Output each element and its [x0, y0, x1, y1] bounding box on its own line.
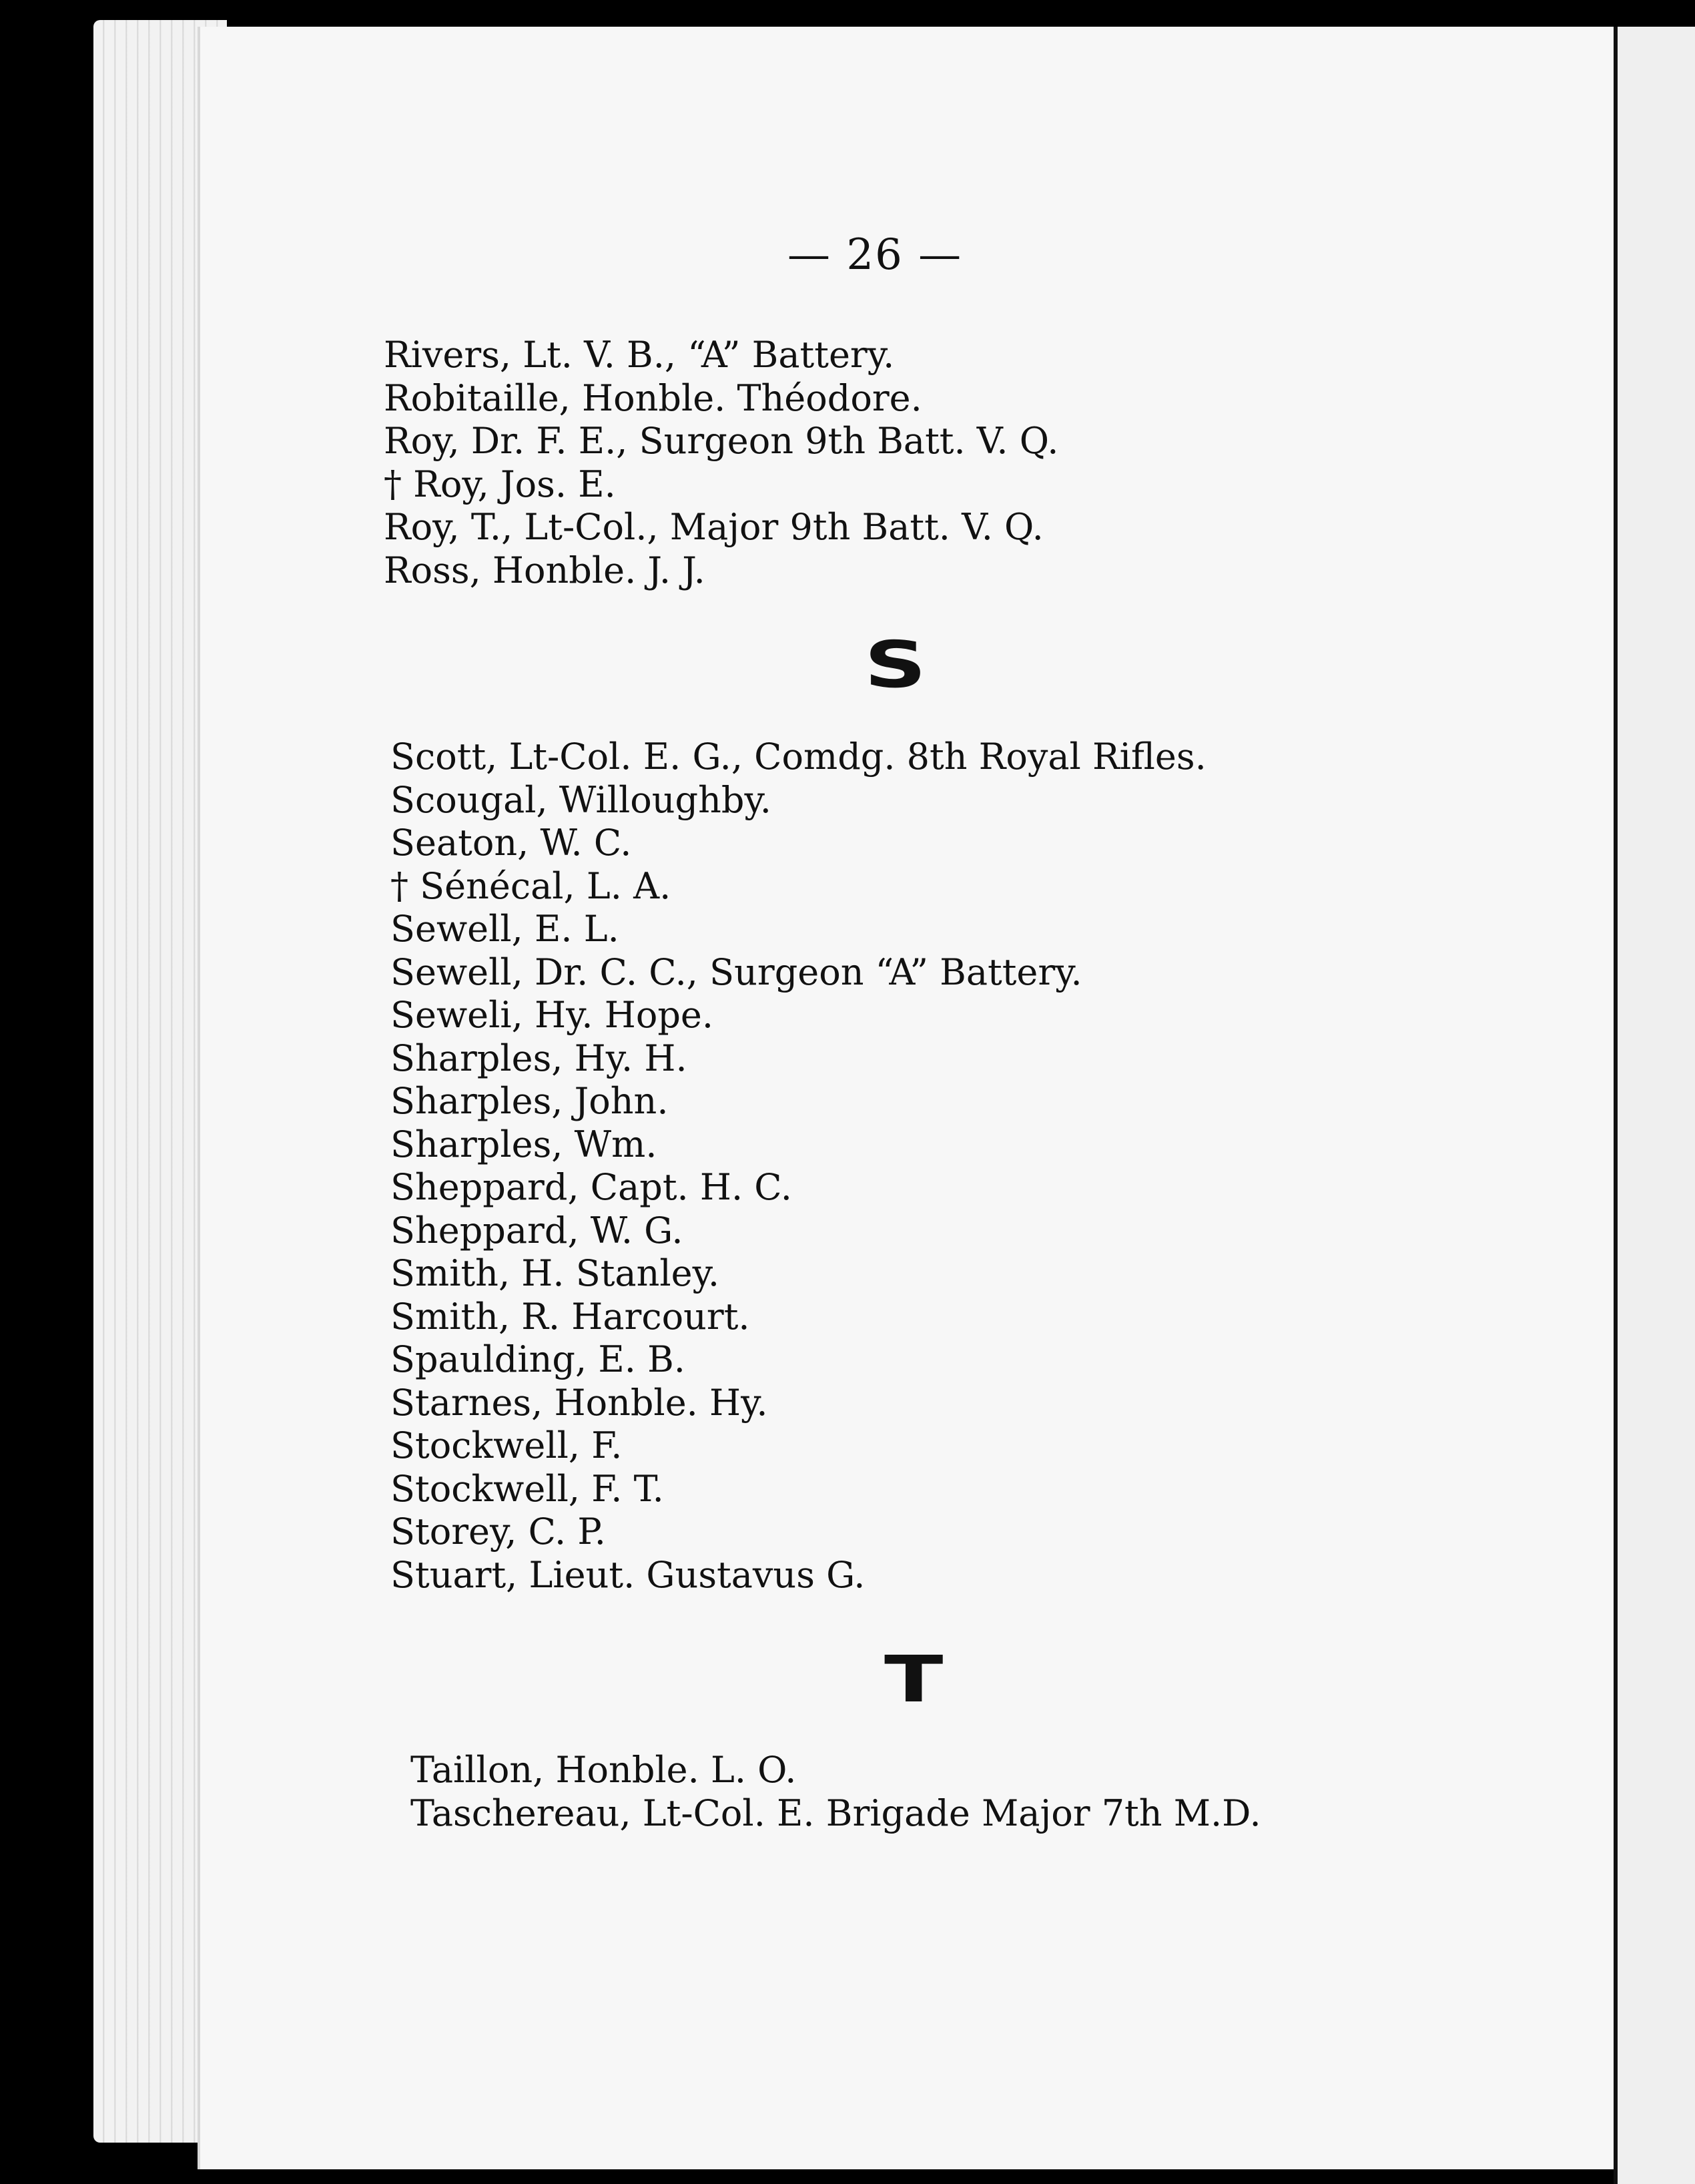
list-item: Smith, R. Harcourt. — [390, 1295, 750, 1338]
list-item: Stockwell, F. T. — [390, 1467, 664, 1510]
list-item: Taillon, Honble. L. O. — [410, 1749, 797, 1791]
list-item: Ross, Honble. J. J. — [384, 549, 705, 591]
list-item: Taschereau, Lt-Col. E. Brigade Major 7th M.D. — [410, 1792, 1261, 1834]
list-item: Sharples, John. — [390, 1080, 669, 1122]
facing-page-edge — [1614, 27, 1695, 2184]
s-entries-list — [390, 736, 1207, 1597]
list-item: Storey, C. P. — [390, 1511, 606, 1553]
section-heading-s: S — [864, 627, 927, 702]
list-item: Roy, Dr. F. E., Surgeon 9th Batt. V. Q. — [384, 420, 1059, 462]
list-item: † Sénécal, L. A. — [390, 864, 671, 907]
list-item: Sewell, E. L. — [390, 908, 619, 950]
t-entries-list — [410, 1749, 1261, 1835]
list-item: Robitaille, Honble. Théodore. — [384, 376, 922, 419]
r-entries-list — [384, 334, 1058, 592]
list-item: Scott, Lt-Col. E. G., Comdg. 8th Royal Rifles. — [390, 736, 1207, 778]
list-item: Sharples, Hy. H. — [390, 1037, 687, 1079]
list-item: Stockwell, F. — [390, 1424, 623, 1466]
list-item: Stuart, Lieut. Gustavus G. — [390, 1553, 866, 1596]
list-item: Sheppard, Capt. H. C. — [390, 1166, 792, 1208]
list-item: Starnes, Honble. Hy. — [390, 1381, 768, 1424]
list-item: Rivers, Lt. V. B., “A” Battery. — [384, 334, 895, 376]
list-item: Spaulding, E. B. — [390, 1338, 685, 1380]
list-item: Smith, H. Stanley. — [390, 1252, 720, 1294]
section-heading-t: T — [884, 1642, 944, 1717]
list-item: Seaton, W. C. — [390, 822, 632, 864]
list-item: Sewell, Dr. C. C., Surgeon “A” Battery. — [390, 950, 1082, 993]
list-item: Sharples, Wm. — [390, 1123, 657, 1165]
page-number: — 26 — — [787, 230, 963, 280]
list-item: Sheppard, W. G. — [390, 1209, 683, 1252]
list-item: Seweli, Hy. Hope. — [390, 994, 714, 1036]
list-item: Scougal, Willoughby. — [390, 778, 771, 821]
list-item: † Roy, Jos. E. — [384, 463, 616, 505]
list-item: Roy, T., Lt-Col., Major 9th Batt. V. Q. — [384, 506, 1044, 548]
